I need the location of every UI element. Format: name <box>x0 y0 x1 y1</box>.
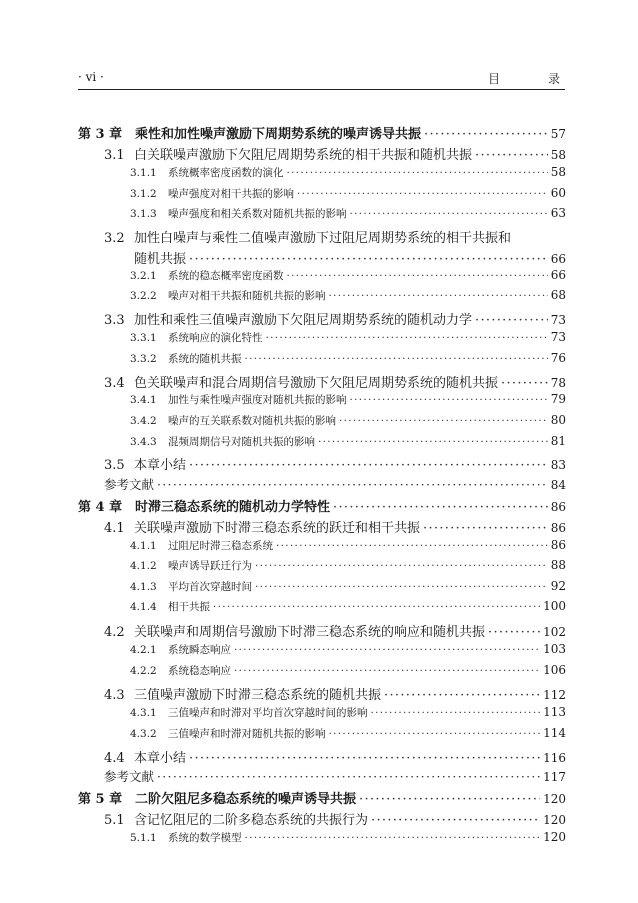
toc-entry[interactable] <box>130 186 566 201</box>
leader-dots <box>234 665 540 677</box>
leader-dots <box>359 792 540 807</box>
toc-entry-title: 噪声强度和相关系数对随机共振的影响 <box>168 208 347 220</box>
toc-page-number: 57 <box>550 127 566 141</box>
toc-entry-number: 4.2 <box>104 625 125 640</box>
toc-entry-title: 噪声对相干共振和随机共振的影响 <box>168 290 326 302</box>
toc-entry-number: 4.2.1 <box>130 644 157 656</box>
toc-entry-title: 参考文献 <box>104 477 155 492</box>
leader-dots <box>157 769 540 784</box>
toc-entry[interactable] <box>130 206 566 221</box>
toc-page-number: 60 <box>550 186 566 200</box>
toc-entry-number: 4.1.4 <box>130 601 157 613</box>
toc-entry-number: 3.3 <box>104 313 125 328</box>
toc-entry[interactable] <box>130 705 566 720</box>
toc-page-number: 100 <box>543 599 566 613</box>
toc-entry-title: 含记忆阻尼的二阶多稳态系统的共振行为 <box>134 813 369 828</box>
toc-entry[interactable] <box>104 684 566 703</box>
leader-dots <box>350 208 548 220</box>
toc-entry-number: 4.2.2 <box>130 665 157 677</box>
leader-dots <box>255 581 548 593</box>
leader-dots <box>350 394 548 406</box>
toc-entry[interactable] <box>130 599 566 614</box>
toc-entry-number: 5.1 <box>104 813 125 828</box>
toc-entry-number: 3.2.1 <box>130 270 157 282</box>
toc-page-number: 80 <box>550 413 566 427</box>
toc-entry-number: 3.1 <box>104 148 125 163</box>
toc-entry-number: 4.1.2 <box>130 560 157 572</box>
toc-entry-number: 5.1.1 <box>130 832 157 844</box>
toc-entry-title: 随机共振 <box>134 252 187 267</box>
toc-page-number: 106 <box>543 663 566 677</box>
leader-dots <box>245 353 548 365</box>
toc-entry-number: 3.4 <box>104 376 125 391</box>
toc-entry-title: 噪声的互关联系数对随机共振的影响 <box>168 415 336 427</box>
leader-dots <box>189 751 540 766</box>
toc-entry-number: 4.4 <box>104 751 125 766</box>
toc-page-number: 120 <box>543 813 566 827</box>
toc-page-number: 73 <box>550 313 566 327</box>
toc-entry-number: 4.1.1 <box>130 540 157 552</box>
toc-entry-number: 3.2.2 <box>130 290 157 302</box>
toc-entry-number: 第 5 章 <box>78 792 123 807</box>
toc-entry-title: 本章小结 <box>134 751 187 766</box>
leader-dots <box>318 436 548 448</box>
toc-entry[interactable] <box>130 288 566 303</box>
leader-dots <box>255 560 548 572</box>
toc-page-number: 73 <box>550 330 566 344</box>
toc-entry[interactable] <box>130 392 566 407</box>
toc-page-number: 58 <box>550 165 566 179</box>
toc-entry-title: 关联噪声和周期信号激励下时滞三稳态系统的响应和随机共振 <box>134 625 486 640</box>
toc-page-number: 92 <box>550 579 566 593</box>
header-title: 目 录 <box>487 72 578 86</box>
leader-dots <box>287 270 548 282</box>
toc-entry-title: 系统的稳态概率密度函数 <box>168 270 284 282</box>
toc-page-number: 120 <box>543 792 566 806</box>
toc-entry[interactable] <box>134 248 566 267</box>
toc-chapter-entry[interactable] <box>78 496 566 515</box>
toc-entry-title: 加性与乘性噪声强度对随机共振的影响 <box>168 394 347 406</box>
toc-entry[interactable] <box>104 454 566 473</box>
toc-entry[interactable] <box>104 517 566 536</box>
toc-chapter-entry[interactable] <box>78 788 566 807</box>
toc-page-number: 84 <box>550 478 566 492</box>
toc-entry-title: 乘性和加性噪声激励下周期势系统的噪声诱导共振 <box>135 127 422 142</box>
toc-page-number: 117 <box>543 770 566 784</box>
toc-entry-title: 平均首次穿越时间 <box>168 581 252 593</box>
toc-entry-title: 三值噪声和时滞对平均首次穿越时间的影响 <box>168 707 368 719</box>
toc-entry[interactable] <box>130 538 566 553</box>
toc-entry-title: 本章小结 <box>134 458 187 473</box>
toc-page-number: 58 <box>550 148 566 162</box>
toc-page-number: 63 <box>550 206 566 220</box>
toc-entry-number: 3.4.2 <box>130 415 157 427</box>
toc-page-number: 86 <box>550 521 566 535</box>
toc-page-number: 81 <box>550 434 566 448</box>
leader-dots <box>329 728 541 740</box>
toc-page-number: 76 <box>550 351 566 365</box>
toc-entry-title: 二阶欠阻尼多稳态系统的噪声诱导共振 <box>135 792 357 807</box>
toc-entry-title: 关联噪声激励下时滞三稳态系统的跃迁和相干共振 <box>134 521 421 536</box>
toc-entry[interactable] <box>104 144 566 163</box>
toc-entry-title: 混频周期信号对随机共振的影响 <box>168 436 315 448</box>
toc-page-number: 68 <box>550 288 566 302</box>
toc-entry-number: 3.4.3 <box>130 436 157 448</box>
leader-dots <box>157 477 548 492</box>
toc-entry-number: 4.3 <box>104 688 125 703</box>
toc-references-entry[interactable] <box>104 475 566 493</box>
leader-dots <box>266 332 548 344</box>
toc-entry-number: 4.1 <box>104 521 125 536</box>
leader-dots <box>297 188 548 200</box>
leader-dots <box>234 644 540 656</box>
toc-entry-title: 系统概率密度函数的演化 <box>168 167 284 179</box>
toc-entry-title: 色关联噪声和混合周期信号激励下欠阻尼周期势系统的随机共振 <box>134 376 499 391</box>
leader-dots <box>475 148 548 163</box>
toc-page-number: 66 <box>550 268 566 282</box>
toc-entry-number: 3.1.2 <box>130 188 157 200</box>
toc-page-number: 103 <box>543 642 566 656</box>
leader-dots <box>501 376 548 391</box>
toc-entry-title: 系统瞬态响应 <box>168 644 231 656</box>
toc-entry-title: 相干共振 <box>168 601 210 613</box>
toc-entry[interactable] <box>130 558 566 573</box>
toc-page-number: 116 <box>543 751 566 765</box>
toc-entry-number: 3.5 <box>104 458 125 473</box>
toc-entry-title: 系统响应的演化特性 <box>168 332 263 344</box>
toc-entry-number: 3.3.1 <box>130 332 157 344</box>
toc-entry-title: 白关联噪声激励下欠阻尼周期势系统的相干共振和随机共振 <box>134 148 473 163</box>
toc-entry-title: 三值噪声和时滞对随机共振的影响 <box>168 728 326 740</box>
toc-page-number: 112 <box>543 688 566 702</box>
toc-entry[interactable] <box>130 165 566 180</box>
toc-references-entry[interactable] <box>104 767 566 785</box>
leader-dots <box>245 832 541 844</box>
toc-page-number: 102 <box>543 625 566 639</box>
toc-page-number: 79 <box>550 392 566 406</box>
leader-dots <box>329 290 548 302</box>
toc-entry-title: 噪声强度对相干共振的影响 <box>168 188 294 200</box>
leader-dots <box>339 415 548 427</box>
toc-chapter-entry[interactable] <box>78 123 566 142</box>
toc-entry-number: 第 3 章 <box>78 127 123 142</box>
toc-page-number: 113 <box>543 705 566 719</box>
toc-entry-title: 加性和乘性三值噪声激励下欠阻尼周期势系统的随机动力学 <box>134 313 473 328</box>
leader-dots <box>189 252 548 267</box>
leader-dots <box>189 458 548 473</box>
toc-entry[interactable] <box>104 621 566 640</box>
toc-entry-number: 4.3.1 <box>130 707 157 719</box>
toc-entry[interactable] <box>130 268 566 283</box>
leader-dots <box>371 707 541 719</box>
running-header <box>78 70 578 88</box>
leader-dots <box>333 500 548 515</box>
toc-entry-number: 3.3.2 <box>130 353 157 365</box>
toc-entry-title: 噪声诱导跃迁行为 <box>168 560 252 572</box>
toc-entry-title: 系统稳态响应 <box>168 665 231 677</box>
toc-entry[interactable] <box>130 663 566 678</box>
header-rule <box>78 89 565 90</box>
toc-entry[interactable] <box>130 351 566 366</box>
leader-dots <box>488 625 540 640</box>
toc-entry[interactable] <box>130 642 566 657</box>
toc-page-number: 83 <box>550 458 566 472</box>
toc-page-number: 86 <box>550 500 566 514</box>
toc-entry-number: 4.1.3 <box>130 581 157 593</box>
leader-dots <box>475 313 548 328</box>
leader-dots <box>276 540 548 552</box>
toc-section-heading-line[interactable] <box>104 227 511 246</box>
toc-entry-number: 3.1.3 <box>130 208 157 220</box>
toc-entry[interactable] <box>130 830 566 845</box>
toc-section-title-line1: 加性白噪声与乘性二值噪声激励下过阻尼周期势系统的相干共振和 <box>134 231 512 246</box>
toc-entry-title: 系统的随机共振 <box>168 353 242 365</box>
toc-entry-title: 三值噪声激励下时滞三稳态系统的随机共振 <box>134 688 382 703</box>
toc-entry[interactable] <box>130 726 566 741</box>
toc-entry[interactable] <box>104 809 566 828</box>
leader-dots <box>371 813 540 828</box>
toc-entry[interactable] <box>130 434 566 449</box>
toc-page-number: 88 <box>550 558 566 572</box>
toc-entry[interactable] <box>104 309 566 328</box>
toc-entry[interactable] <box>130 330 566 345</box>
toc-entry-number: 3.1.1 <box>130 167 157 179</box>
toc-page-number: 86 <box>550 538 566 552</box>
page-number-label: · vi · <box>78 70 104 84</box>
toc-entry[interactable] <box>130 413 566 428</box>
toc-entry-number: 3.4.1 <box>130 394 157 406</box>
leader-dots <box>384 688 540 703</box>
toc-entry[interactable] <box>104 747 566 766</box>
toc-entry-title: 系统的数学模型 <box>168 832 242 844</box>
toc-entry[interactable] <box>130 579 566 594</box>
leader-dots <box>213 601 540 613</box>
toc-page-number: 114 <box>543 726 566 740</box>
toc-page-number: 78 <box>550 376 566 390</box>
toc-entry[interactable] <box>104 372 566 391</box>
toc-entry-number: 第 4 章 <box>78 500 123 515</box>
toc-entry-title: 时滞三稳态系统的随机动力学特性 <box>135 500 331 515</box>
toc-section-number: 3.2 <box>104 231 125 246</box>
leader-dots <box>287 167 548 179</box>
toc-entry-number: 4.3.2 <box>130 728 157 740</box>
leader-dots <box>424 127 548 142</box>
toc-page-number: 66 <box>550 252 566 266</box>
leader-dots <box>423 521 548 536</box>
toc-entry-title: 过阻尼时滞三稳态系统 <box>168 540 273 552</box>
toc-page-number: 120 <box>543 830 566 844</box>
toc-entry-title: 参考文献 <box>104 769 155 784</box>
